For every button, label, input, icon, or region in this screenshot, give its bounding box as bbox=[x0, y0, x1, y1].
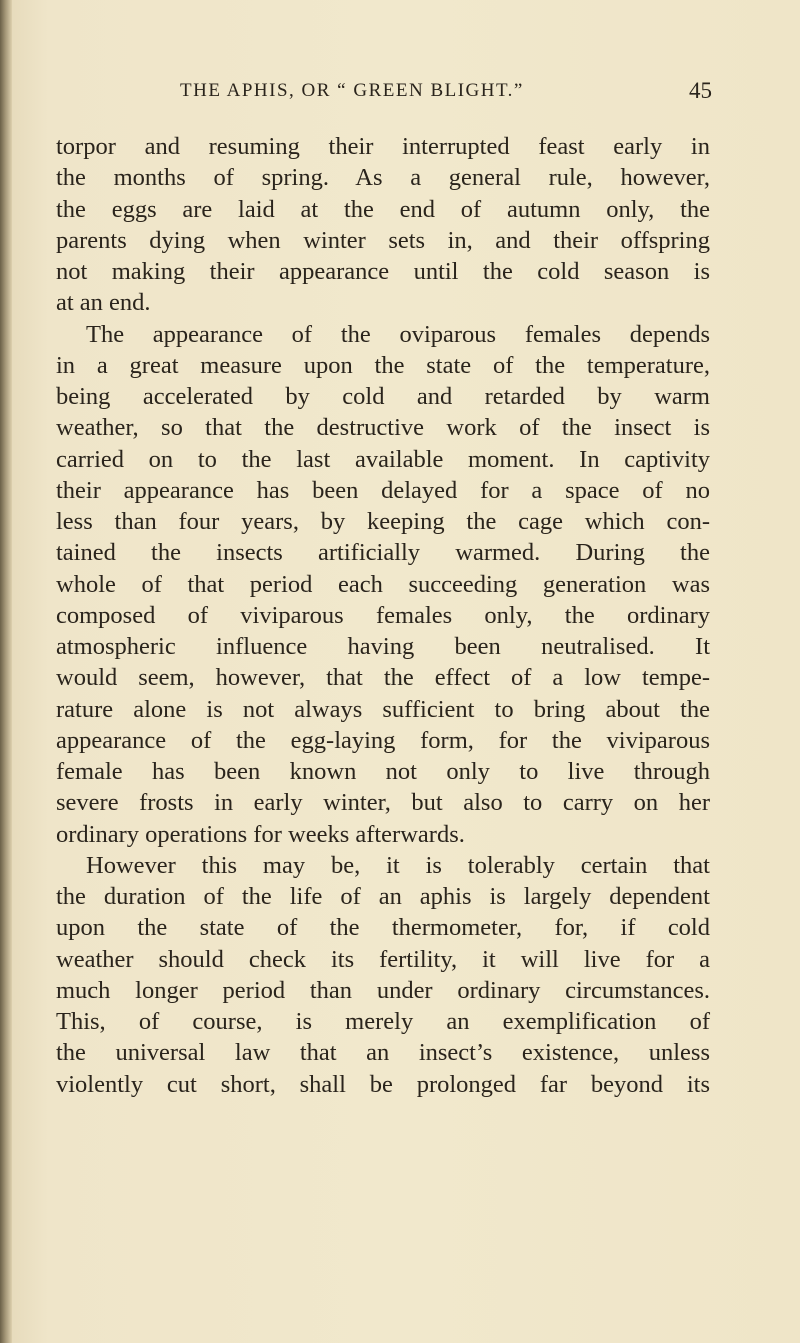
text-line: severe frosts in early winter, but also to carry on her bbox=[56, 789, 710, 817]
text-line: their appearance has been delayed for a space of no bbox=[56, 476, 710, 504]
text-line: weather, so that the destructive work of the insect is bbox=[56, 414, 710, 442]
text-line: whole of that period each succeeding generation was bbox=[56, 570, 710, 598]
text-line: atmospheric influence having been neutralised. It bbox=[56, 633, 710, 660]
text-line: appearance of the egg-laying form, for the viviparous bbox=[56, 726, 710, 754]
text-line: composed of viviparous females only, the ordinary bbox=[56, 601, 710, 629]
text-line: the eggs are laid at the end of autumn only, the bbox=[56, 195, 710, 223]
text-line: ordinary operations for weeks afterwards. bbox=[56, 820, 465, 848]
text-line: carried on to the last available moment. In captivity bbox=[56, 445, 710, 473]
paragraph-start-line: The appearance of the oviparous females depends bbox=[86, 320, 710, 348]
text-line: less than four years, by keeping the cage which con- bbox=[56, 508, 710, 535]
text-line: violently cut short, shall be prolonged far beyond its bbox=[56, 1070, 710, 1098]
text-line: the universal law that an insect’s existence, unless bbox=[56, 1039, 710, 1067]
text-line: the duration of the life of an aphis is largely dependent bbox=[56, 883, 710, 910]
text-line: parents dying when winter sets in, and their offspring bbox=[56, 226, 710, 254]
text-line: the months of spring. As a general rule, however, bbox=[56, 164, 710, 192]
text-line: rature alone is not always sufficient to bring about the bbox=[56, 695, 710, 723]
text-line: would seem, however, that the effect of a low tempe- bbox=[56, 664, 710, 692]
running-title: THE APHIS, OR “ GREEN BLIGHT.” bbox=[180, 80, 524, 101]
text-line: torpor and resuming their interrupted feast early in bbox=[56, 133, 710, 160]
text-line: being accelerated by cold and retarded by warm bbox=[56, 383, 710, 410]
body-text bbox=[56, 131, 710, 1100]
text-line: at an end. bbox=[56, 289, 151, 317]
text-line: not making their appearance until the cold season is bbox=[56, 258, 710, 285]
page-number: 45 bbox=[689, 78, 712, 103]
text-line: in a great measure upon the state of the temperature, bbox=[56, 351, 710, 379]
paragraph-start-line: However this may be, it is tolerably certain that bbox=[86, 851, 710, 879]
text-line: weather should check its fertility, it will live for a bbox=[56, 945, 710, 973]
text-line: much longer period than under ordinary circumstances. bbox=[56, 976, 710, 1004]
running-head bbox=[72, 72, 712, 112]
text-line: female has been known not only to live through bbox=[56, 758, 710, 785]
text-line: This, of course, is merely an exemplification of bbox=[56, 1008, 710, 1035]
text-line: upon the state of the thermometer, for, if cold bbox=[56, 914, 710, 942]
text-line: tained the insects artificially warmed. During the bbox=[56, 539, 710, 567]
page-gutter-shadow bbox=[0, 0, 12, 1343]
